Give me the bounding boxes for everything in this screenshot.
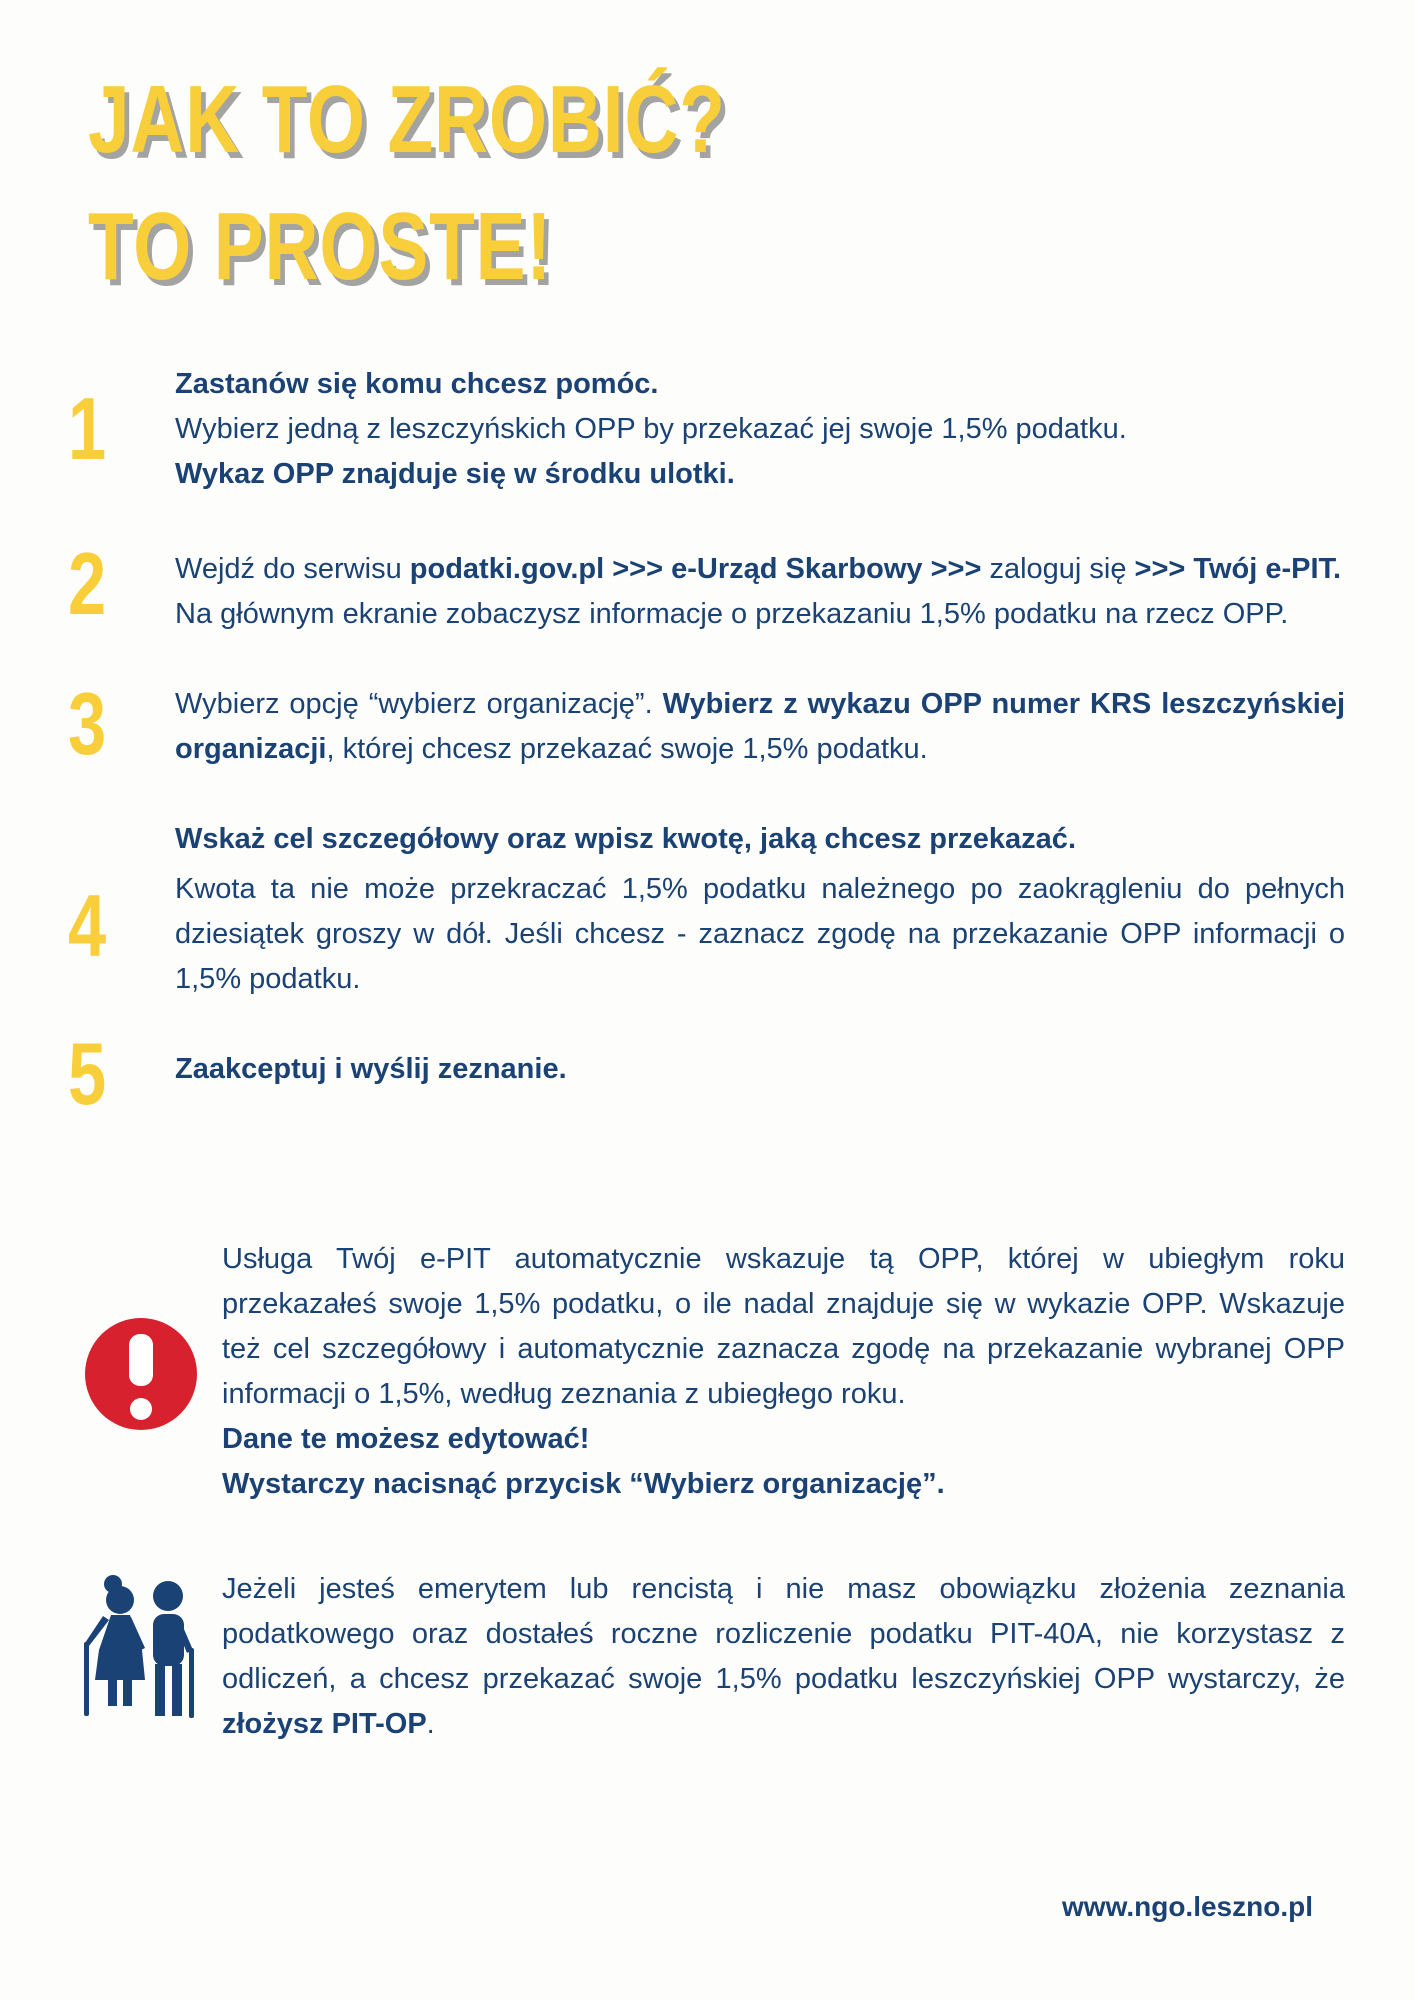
alert-bold-line2: Wystarczy nacisnąć przycisk “Wybierz organizację”. bbox=[222, 1468, 945, 1500]
elderly-couple-icon bbox=[75, 1560, 197, 1731]
step-3-text bbox=[175, 682, 1345, 772]
seniors-run2-bold: złożysz PIT-OP bbox=[222, 1708, 427, 1740]
footer-url: www.ngo.leszno.pl bbox=[1062, 1891, 1313, 1922]
step-1-note: Wykaz OPP znajduje się w środku ulotki. bbox=[175, 458, 735, 490]
step-2-number-glyph: 2 bbox=[67, 534, 106, 633]
seniors-block bbox=[222, 1567, 1345, 1747]
step-1-heading: Zastanów się komu chcesz pomóc. bbox=[175, 368, 659, 400]
step-2-number bbox=[66, 534, 118, 633]
step-2-run3: zaloguj się bbox=[981, 553, 1135, 585]
step-1-text bbox=[175, 362, 1345, 497]
seniors-run3: . bbox=[426, 1708, 435, 1740]
step-5-text bbox=[175, 1047, 1345, 1092]
step-2-run4-bold: >>> Twój e-PIT. bbox=[1134, 553, 1342, 585]
step-3-paragraph bbox=[175, 682, 1345, 772]
step-2-text bbox=[175, 547, 1345, 637]
seniors-body bbox=[222, 1567, 1345, 1747]
page-title-line1: JAK TO ZROBIĆ? bbox=[88, 66, 726, 173]
step-3-run2-bold: Wybierz z wykazu OPP numer KRS leszczyńskiej organizacji bbox=[175, 688, 1346, 765]
step-3-run3: , której chcesz przekazać swoje 1,5% podatku. bbox=[326, 733, 928, 765]
step-4-number bbox=[66, 876, 118, 975]
alert-block bbox=[222, 1237, 1345, 1507]
step-4-text bbox=[175, 817, 1345, 1002]
step-4-heading: Wskaż cel szczegółowy oraz wpisz kwotę, jaką chcesz przekazać. bbox=[175, 823, 1076, 855]
page-title-line2: TO PROSTE! bbox=[88, 193, 553, 300]
step-2-line2: Na głównym ekranie zobaczysz informacje o przekazaniu 1,5% podatku na rzecz OPP. bbox=[175, 598, 1289, 630]
step-3-number bbox=[66, 674, 118, 773]
alert-bold-line1: Dane te możesz edytować! bbox=[222, 1423, 590, 1455]
step-1-number bbox=[66, 379, 118, 478]
step-5-number-glyph: 5 bbox=[67, 1024, 106, 1123]
step-4-number-glyph: 4 bbox=[67, 876, 106, 975]
step-5-heading: Zaakceptuj i wyślij zeznanie. bbox=[175, 1053, 567, 1085]
step-1-number-glyph: 1 bbox=[67, 379, 106, 478]
step-3-run1: Wybierz opcję “wybierz organizację”. bbox=[175, 688, 663, 720]
page-title bbox=[88, 56, 906, 310]
step-3-number-glyph: 3 bbox=[67, 674, 106, 773]
step-4-body: Kwota ta nie może przekraczać 1,5% podatku należnego po zaokrągleniu do pełnych dziesiątek groszy w dół. Jeśli chcesz - zaznacz zgodę na przekazanie OPP informacji o 1,5% podatku. bbox=[175, 873, 1345, 995]
step-5-number bbox=[66, 1024, 118, 1123]
step-2-line1 bbox=[175, 547, 1345, 592]
alert-body: Usługa Twój e-PIT automatycznie wskazuje tą OPP, której w ubiegłym roku przekazałeś swoje 1,5% podatku, o ile nadal znajduje się w wykazie OPP. Wskazuje też cel szczegółowy i automatycznie zaznacza zgodę na przekazanie wybranej OPP informacji o 1,5%, według zeznania z ubiegłego roku. bbox=[222, 1243, 1345, 1410]
seniors-run1: Jeżeli jesteś emerytem lub rencistą i nie masz obowiązku złożenia zeznania podatkowego oraz dostałeś roczne rozliczenie podatku PIT-40A, nie korzystasz z odliczeń, a chcesz przekazać swoje 1,5% podatku leszczyńskiej OPP wystarczy, że bbox=[222, 1573, 1345, 1695]
exclamation-circle-icon bbox=[85, 1318, 197, 1435]
step-2-run2-bold: podatki.gov.pl >>> e-Urząd Skarbowy >>> bbox=[409, 553, 982, 585]
step-2-run1: Wejdź do serwisu bbox=[175, 553, 410, 585]
step-1-body: Wybierz jedną z leszczyńskich OPP by przekazać jej swoje 1,5% podatku. bbox=[175, 413, 1127, 445]
